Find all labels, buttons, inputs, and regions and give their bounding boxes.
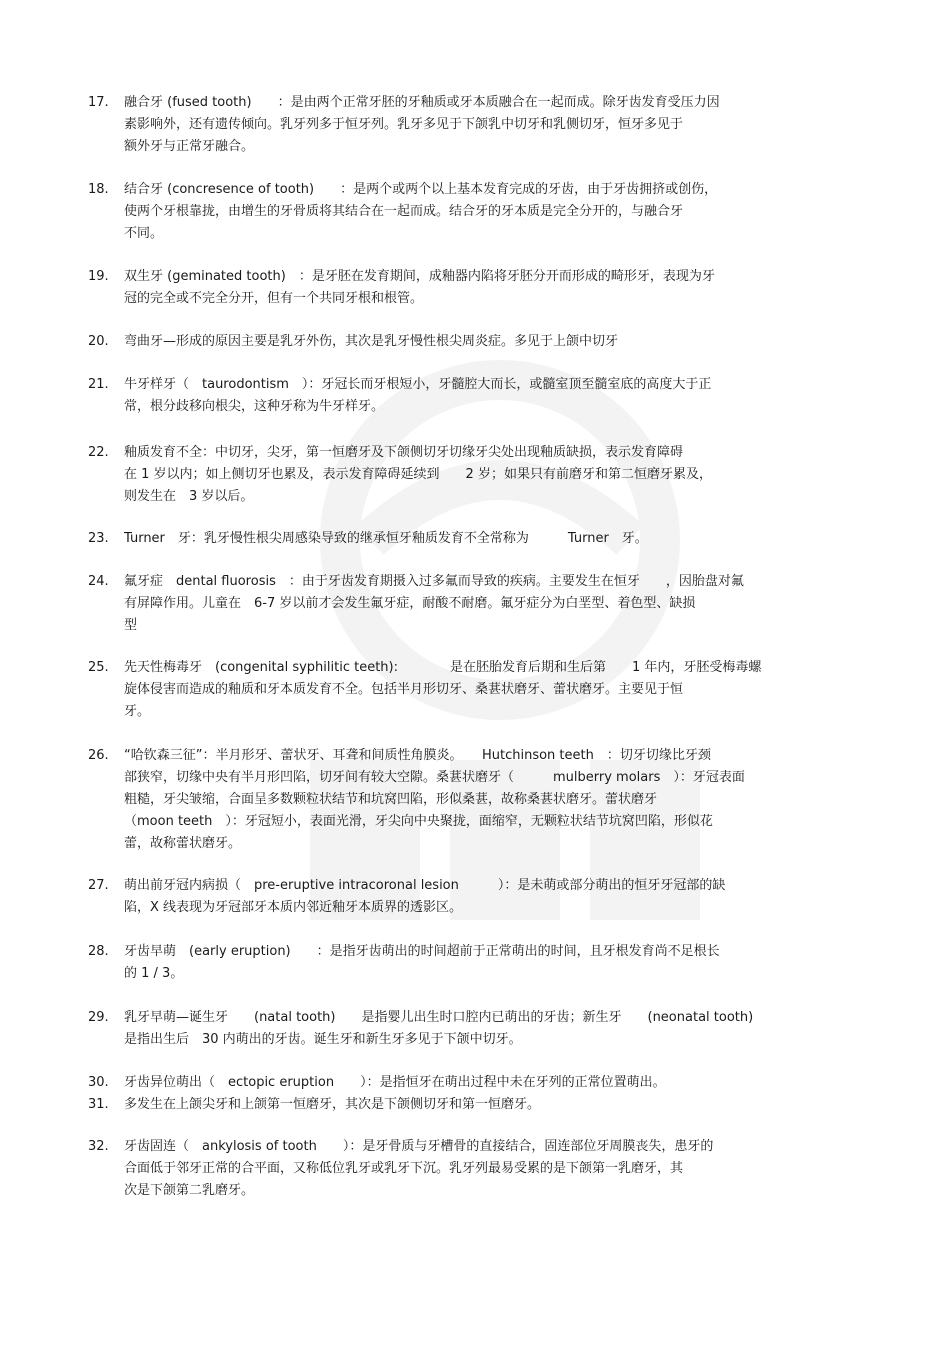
list-item	[88, 745, 863, 855]
list-item	[88, 1072, 863, 1094]
list-item	[88, 266, 863, 310]
item-number: 21.	[88, 377, 109, 392]
list-item	[88, 571, 863, 637]
item-text: 弯曲牙—形成的原因主要是乳牙外伤，其次是乳牙慢性根尖周炎症。多见于上颌中切牙	[124, 334, 619, 349]
item-text: “哈钦森三征”：半月形牙、蕾状牙、耳聋和间质性角膜炎。 Hutchinson teeth ：切牙切缘比牙颈 部狭窄，切缘中央有半月形凹陷，切牙间有较大空隙。桑葚状磨牙（ mulberry molars ）：牙冠表面 粗糙，牙尖皱缩，合面呈多数颗粒状结节和坑窝凹陷，形似桑葚，故称桑葚状磨牙。蕾状磨牙 （moon teeth ）：牙冠短小，表面光滑，牙尖向中央聚拢，面缩窄，无颗粒状结节坑窝凹陷，形似花 蕾，故称蕾状磨牙。	[124, 748, 745, 851]
list-item	[88, 1007, 863, 1051]
item-number: 30.	[88, 1075, 109, 1090]
item-text: 牛牙样牙（ taurodontism ）：牙冠长而牙根短小，牙髓腔大而长，或髓室顶至髓室底的高度大于正 常，根分歧移向根尖，这种牙称为牛牙样牙。	[124, 377, 712, 414]
item-number: 22.	[88, 445, 109, 460]
item-number: 23.	[88, 531, 109, 546]
list-item	[88, 1094, 863, 1116]
item-number: 31.	[88, 1097, 109, 1112]
item-text: 牙齿固连（ ankylosis of tooth ）：是牙骨质与牙槽骨的直接结合，固连部位牙周膜丧失，患牙的 合面低于邻牙正常的合平面，又称低位乳牙或乳牙下沉。乳牙列最易受累的是下颌第一乳磨牙，其 次是下颌第二乳磨牙。	[124, 1139, 714, 1198]
list-item	[88, 528, 863, 550]
list-item	[88, 657, 863, 723]
item-text: 牙齿异位萌出（ ectopic eruption ）：是指恒牙在萌出过程中未在牙列的正常位置萌出。	[124, 1075, 666, 1090]
list-item	[88, 875, 863, 919]
list-item	[88, 179, 863, 245]
item-text: 多发生在上颌尖牙和上颌第一恒磨牙，其次是下颌侧切牙和第一恒磨牙。	[124, 1097, 541, 1112]
list-item	[88, 941, 863, 985]
item-text: 结合牙 (concresence of tooth) ：是两个或两个以上基本发育完成的牙齿，由于牙齿拥挤或创伤， 使两个牙根靠拢，由增生的牙骨质将其结合在一起而成。结合牙的牙本质是完全分开的，与融合牙 不同。	[124, 182, 718, 241]
item-text: 乳牙早萌—诞生牙 (natal tooth) 是指婴儿出生时口腔内已萌出的牙齿；新生牙 (neonatal tooth) 是指出生后 30 内萌出的牙齿。诞生牙和新生牙多见于下颌中切牙。	[124, 1010, 754, 1047]
item-number: 17.	[88, 95, 109, 110]
list-item	[88, 331, 863, 353]
item-text: 氟牙症 dental fluorosis ：由于牙齿发育期摄入过多氟而导致的疾病。主要发生在恒牙 ，因胎盘对氟 有屏障作用。儿童在 6-7 岁以前才会发生氟牙症，耐酸不耐磨。氟牙症分为白垩型、着色型、缺损 型	[124, 574, 744, 633]
item-number: 29.	[88, 1010, 109, 1025]
item-number: 27.	[88, 878, 109, 893]
item-text: 先天性梅毒牙 (congenital syphilitic teeth): 是在胚胎发育后期和生后第 1 年内，牙胚受梅毒螺 旋体侵害而造成的釉质和牙本质发育不全。包括半月形切牙、桑葚状磨牙、蕾状磨牙。主要见于恒 牙。	[124, 660, 762, 719]
item-number: 26.	[88, 748, 109, 763]
item-number: 24.	[88, 574, 109, 589]
item-text: Turner 牙：乳牙慢性根尖周感染导致的继承恒牙釉质发育不全常称为 Turner 牙。	[124, 531, 648, 546]
item-number: 28.	[88, 944, 109, 959]
list-item	[88, 92, 863, 158]
item-text: 双生牙 (geminated tooth) ：是牙胚在发育期间，成釉器内陷将牙胚分开而形成的畸形牙，表现为牙 冠的完全或不完全分开，但有一个共同牙根和根管。	[124, 269, 715, 306]
item-number: 32.	[88, 1139, 109, 1154]
item-number: 19.	[88, 269, 109, 284]
list-item	[88, 442, 863, 508]
item-number: 20.	[88, 334, 109, 349]
item-text: 牙齿早萌 (early eruption) ：是指牙齿萌出的时间超前于正常萌出的时间，且牙根发育尚不足根长 的 1 / 3。	[124, 944, 720, 981]
list-item	[88, 1136, 863, 1202]
list-item	[88, 374, 863, 418]
item-number: 18.	[88, 182, 109, 197]
item-number: 25.	[88, 660, 109, 675]
item-text: 釉质发育不全：中切牙，尖牙，第一恒磨牙及下颌侧切牙切缘牙尖处出现釉质缺损，表示发育障碍 在 1 岁以内；如上侧切牙也累及，表示发育障碍延续到 2 岁；如果只有前磨牙和第二恒磨牙累及， 则发生在 3 岁以后。	[124, 445, 712, 504]
item-text: 萌出前牙冠内病损（ pre-eruptive intracoronal lesion ）：是未萌或部分萌出的恒牙牙冠部的缺 陷，X 线表现为牙冠部牙本质内邻近釉牙本质界的透影区。	[124, 878, 726, 915]
item-text: 融合牙 (fused tooth) ：是由两个正常牙胚的牙釉质或牙本质融合在一起而成。除牙齿发育受压力因 素影响外，还有遗传倾向。乳牙列多于恒牙列。乳牙多见于下颌乳中切牙和乳侧切牙，恒牙多见于 额外牙与正常牙融合。	[124, 95, 720, 154]
